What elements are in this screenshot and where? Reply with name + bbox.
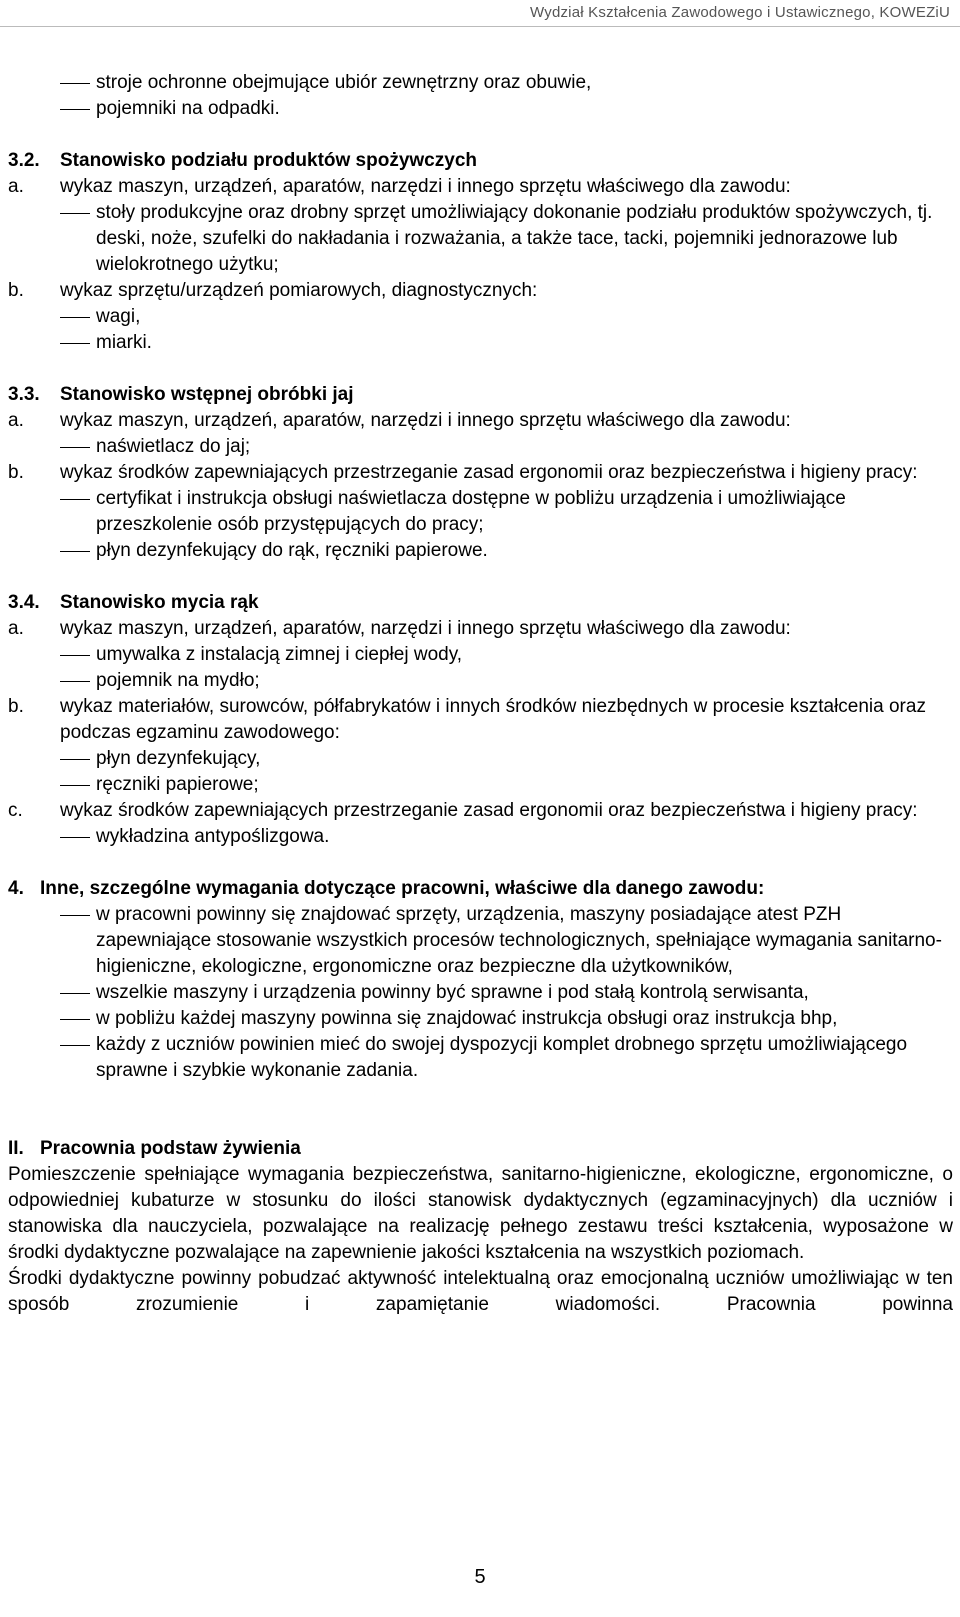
sub-item: a. wykaz maszyn, urządzeń, aparatów, narzędzi i innego sprzętu właściwego dla zawodu: xyxy=(8,618,791,639)
sub-item: b. wykaz materiałów, surowców, półfabrykatów i innych środków niezbędnych w procesie kształcenia oraz podczas egzaminu zawodowego: xyxy=(8,696,926,743)
dash-bullet xyxy=(8,538,96,564)
list-item: pojemnik na mydło; xyxy=(8,668,953,694)
dash-bullet xyxy=(8,1032,96,1058)
dash-bullet xyxy=(8,70,96,96)
dash-bullet xyxy=(8,980,96,1006)
list-item: wagi, xyxy=(8,304,953,330)
sub-item: c. wykaz środków zapewniających przestrzeganie zasad ergonomii oraz bezpieczeństwa i higieny pracy: xyxy=(8,800,918,821)
dash-bullet xyxy=(8,304,96,330)
list-item: wszelkie maszyny i urządzenia powinny być sprawne i pod stałą kontrolą serwisanta, xyxy=(8,980,953,1006)
dash-bullet xyxy=(8,824,96,850)
section-heading: 3.4. Stanowisko mycia rąk xyxy=(8,592,259,613)
list-item: ręczniki papierowe; xyxy=(8,772,953,798)
list-item: każdy z uczniów powinien mieć do swojej dyspozycji komplet drobnego sprzętu umożliwiającego sprawne i szybkie wykonanie zadania. xyxy=(8,1032,953,1084)
list-item: płyn dezynfekujący do rąk, ręczniki papierowe. xyxy=(8,538,953,564)
dash-bullet xyxy=(8,434,96,460)
sub-item: b. wykaz sprzętu/urządzeń pomiarowych, diagnostycznych: xyxy=(8,280,538,301)
section-heading: 3.3. Stanowisko wstępnej obróbki jaj xyxy=(8,384,354,405)
dash-bullet xyxy=(8,330,96,356)
sub-item: a. wykaz maszyn, urządzeń, aparatów, narzędzi i innego sprzętu właściwego dla zawodu: xyxy=(8,410,791,431)
section-heading: 3.2. Stanowisko podziału produktów spożywczych xyxy=(8,150,477,171)
dash-bullet xyxy=(8,902,96,928)
list-item: umywalka z instalacją zimnej i ciepłej wody, xyxy=(8,642,953,668)
dash-bullet xyxy=(8,1006,96,1032)
body-paragraph: Środki dydaktyczne powinny pobudzać aktywność intelektualną oraz emocjonalną uczniów umożliwiając w ten sposób zrozumienie i zapamiętanie wiadomości. Pracownia powinna xyxy=(8,1268,953,1315)
page-content xyxy=(8,70,953,1318)
header-divider xyxy=(0,26,960,27)
list-item: płyn dezynfekujący, xyxy=(8,746,953,772)
list-item: miarki. xyxy=(8,330,953,356)
list-item: pojemniki na odpadki. xyxy=(8,96,953,122)
dash-bullet xyxy=(8,642,96,668)
sub-item: b. wykaz środków zapewniających przestrzeganie zasad ergonomii oraz bezpieczeństwa i higieny pracy: xyxy=(8,462,918,483)
body-paragraph: Pomieszczenie spełniające wymagania bezpieczeństwa, sanitarno-higieniczne, ekologiczne, ergonomiczne, o odpowiedniej kubaturze w stosunku do ilości stanowisk dydaktycznych (egzaminacyjnych) dla uczniów i stanowiska dla nauczyciela, pozwalające na realizację pełnego zestawu treści kształcenia, wyposażone w środki dydaktyczne pozwalające na zapewnienie jakości kształcenia na wszystkich poziomach. xyxy=(8,1164,953,1263)
dash-bullet xyxy=(8,486,96,512)
list-item: wykładzina antypoślizgowa. xyxy=(8,824,953,850)
sub-item: a. wykaz maszyn, urządzeń, aparatów, narzędzi i innego sprzętu właściwego dla zawodu: xyxy=(8,176,791,197)
dash-bullet xyxy=(8,772,96,798)
list-item: w pobliżu każdej maszyny powinna się znajdować instrukcja obsługi oraz instrukcja bhp, xyxy=(8,1006,953,1032)
page-header: Wydział Kształcenia Zawodowego i Ustawicznego, KOWEZiU xyxy=(530,4,950,21)
dash-bullet xyxy=(8,96,96,122)
list-item: naświetlacz do jaj; xyxy=(8,434,953,460)
list-item: w pracowni powinny się znajdować sprzęty, urządzenia, maszyny posiadające atest PZH zapewniające stosowanie wszystkich procesów technologicznych, spełniające wymagania sanitarno-higieniczne, ekologiczne, ergonomiczne oraz bezpieczne dla użytkowników, xyxy=(8,902,953,980)
section-heading: 4. Inne, szczególne wymagania dotyczące pracowni, właściwe dla danego zawodu: xyxy=(8,878,765,899)
dash-bullet xyxy=(8,200,96,226)
chapter-heading: II. Pracownia podstaw żywienia xyxy=(8,1138,301,1159)
page-number: 5 xyxy=(474,1566,486,1588)
list-item: stroje ochronne obejmujące ubiór zewnętrzny oraz obuwie, xyxy=(8,70,953,96)
list-item: certyfikat i instrukcja obsługi naświetlacza dostępne w pobliżu urządzenia i umożliwiające przeszkolenie osób przystępujących do pracy; xyxy=(8,486,953,538)
list-item: stoły produkcyjne oraz drobny sprzęt umożliwiający dokonanie podziału produktów spożywczych, tj. deski, noże, szufelki do nakładania i rozważania, a także tace, tacki, pojemniki jednorazowe lub wielokrotnego użytku; xyxy=(8,200,953,278)
dash-bullet xyxy=(8,668,96,694)
dash-bullet xyxy=(8,746,96,772)
